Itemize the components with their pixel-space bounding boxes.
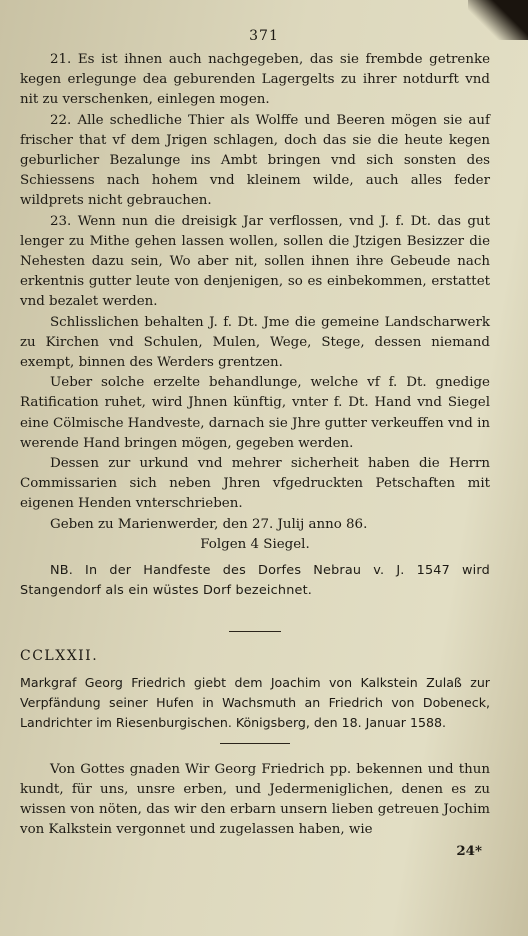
page-number: 371 bbox=[249, 28, 279, 44]
paragraph-attestation: Dessen zur urkund vnd mehrer sicherheit haben die Herrn Commissarien sich neben Jhren vfgedruckten Petschaften mit eigenen Henden vnterschrieben. bbox=[20, 456, 490, 512]
page-text bbox=[20, 50, 490, 861]
summary-divider bbox=[220, 743, 290, 744]
paragraph-seals: Folgen 4 Siegel. bbox=[200, 536, 310, 552]
document-summary: Markgraf Georg Friedrich giebt dem Joachim von Kalkstein Zulaß zur Verpfändung seiner Hufen in Wachsmuth an Friedrich von Dobeneck, Landrichter im Riesenburgischen. Königsberg, den 18. Januar 1588. bbox=[20, 674, 490, 730]
paragraph-23: 23. Wenn nun die dreisigk Jar verflossen, vnd J. f. Dt. das gut lenger zu Mithe gehen lassen wollen, sollen die Jtzigen Besizzer die Nehesten dazu sein, Wo aber nit, sollen ihnen ihre Gebeude nach erkentnis gutter leute von denjenigen, so es einbekommen, erstattet vnd bezalet werden. bbox=[20, 213, 490, 310]
paragraph-ratification: Ueber solche erzelte behandlunge, welche vf f. Dt. gnedige Ratification ruhet, wird Jhnen künftig, vnter f. Dt. Hand vnd Siegel eine Cölmische Handveste, darnach sie Jhre gutter verkeuffen vnd in werende Hand bringen mögen, gegeben werden. bbox=[20, 375, 490, 451]
paragraph-21: 21. Es ist ihnen auch nachgegeben, das sie frembde getrenke kegen erlegunge dea geburenden Lagergelts zu ihrer notdurft vnd nit zu verschenken, einlegen mogen. bbox=[20, 52, 490, 108]
nb-note: NB. In der Handfeste des Dorfes Nebrau v. J. 1547 wird Stangendorf als ein wüstes Dorf bezeichnet. bbox=[20, 563, 490, 599]
document-body: Von Gottes gnaden Wir Georg Friedrich pp. bekennen und thun kundt, für uns, unsre erben, und Jedermeniglichen, denen es zu wissen von nöten, das wir den erbarn unsern lieben getreuen Jochim von Kalkstein vergonnet und zugelassen haben, wie bbox=[20, 761, 490, 838]
signature-mark: 24* bbox=[456, 842, 482, 859]
document-number: CCLXXII. bbox=[20, 648, 99, 665]
section-divider bbox=[229, 631, 281, 632]
paragraph-reservation: Schlisslichen behalten J. f. Dt. Jme die gemeine Landscharwerk zu Kirchen vnd Schulen, Mulen, Wege, Stege, dessen niemand exempt, binnen des Werders grentzen. bbox=[20, 314, 490, 371]
paragraph-22: 22. Alle schedliche Thier als Wolffe und Beeren mögen sie auf frischer that vf dem Jrigen schlagen, doch das sie die heute kegen geburlicher Bezalunge ins Ambt bringen vnd sich sonsten des Schiessens nach hohem vnd kleinem wilde, auch alles feder wildprets nicht gebrauchen. bbox=[20, 112, 490, 209]
paragraph-date: Geben zu Marienwerder, den 27. Julij anno 86. bbox=[50, 516, 368, 532]
